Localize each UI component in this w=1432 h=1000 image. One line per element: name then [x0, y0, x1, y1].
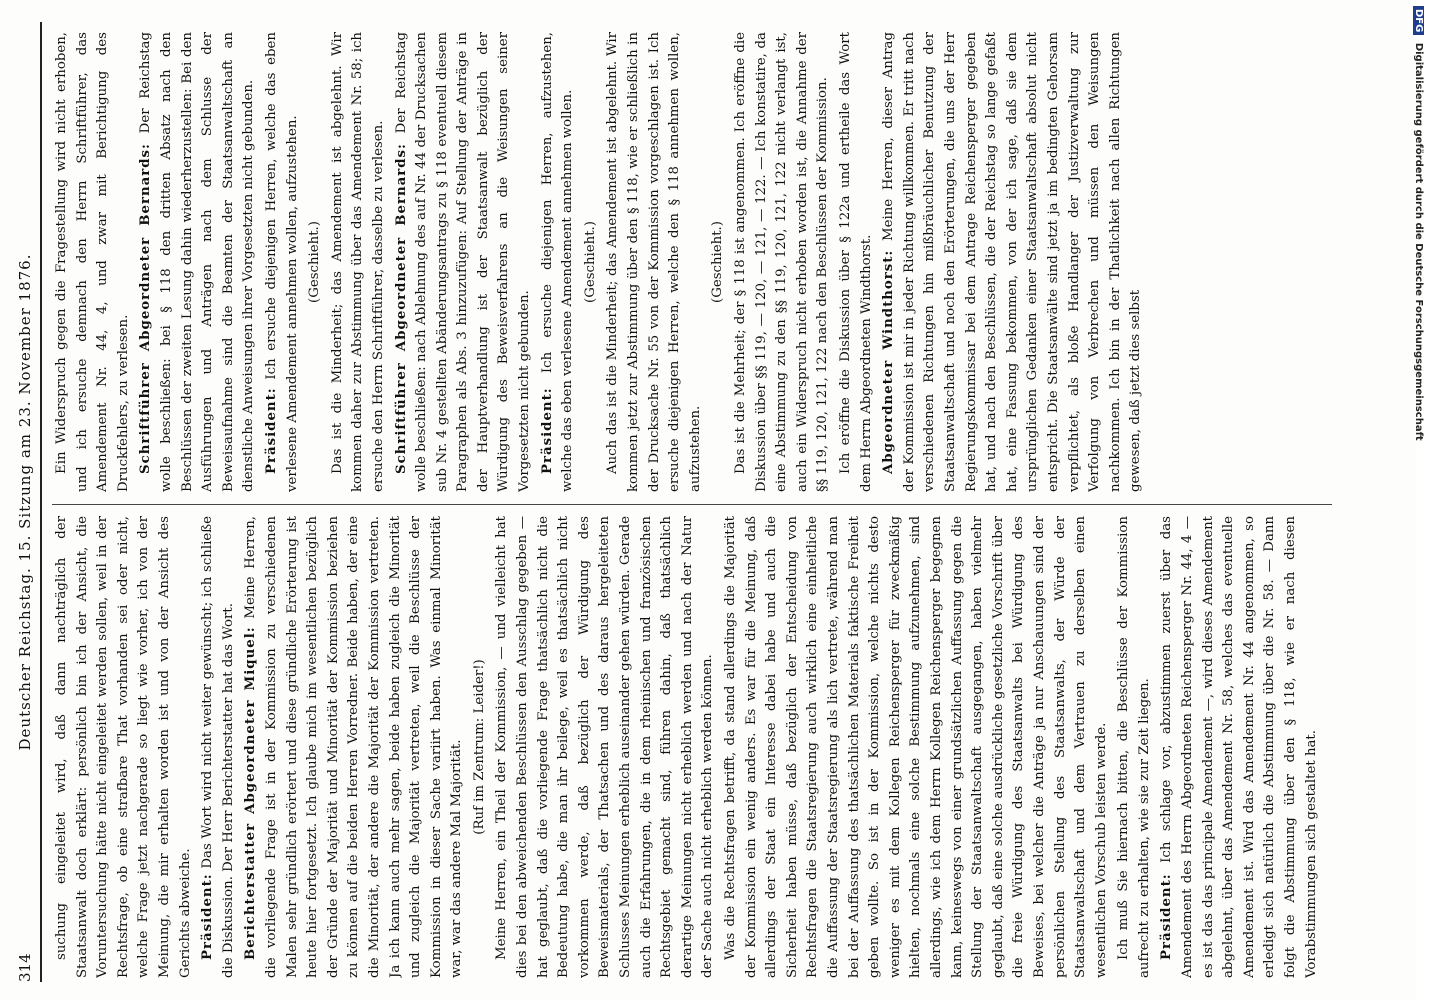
- paragraph: [603, 32, 706, 492]
- paragraph-text: (Ruf im Zentrum: Leider!): [471, 659, 487, 835]
- running-head: [12, 22, 42, 982]
- speaker-name: Schriftführer Abgeordneter Bernards:: [393, 143, 409, 474]
- speech-paragraph: [241, 516, 468, 978]
- interjection: [470, 516, 491, 978]
- paragraph-text: Meine Herren, die vorliegende Frage ist in der Kommission zu verschiedenen Malen sehr gründlich erörtert und diese gründliche Erörterung ist heute hier fortgesetzt. Ich glaube mich im wesentlichen bezüglich der Gründe der Majorität und Minorität der Kommission beziehen zu können auf die beiden Herren Vorredner. Beide haben, der eine die Minorität, der andere die Majorität der Kommission vertreten. Ja ich kann auch mehr sagen, beide haben zugleich die Minorität und zugleich die Majorität vertreten, weil die Beschlüsse der Kommission in dieser Sache variirt haben. Was einmal Minorität war, war das andere Mal Majorität.: [243, 516, 465, 978]
- interjection: [305, 32, 326, 492]
- speech-paragraph: [879, 32, 1147, 492]
- paragraph-text: Auch das ist die Minderheit; das Amendement ist abgelehnt. Wir kommen jetzt zur Abstimmung über den § 118, wie er schließlich in der Drucksache Nr. 55 von der Kommission vorgeschlagen ist. Ich ersuche diejenigen Herren, welche den § 118 annehmen wollen, aufzustehen.: [605, 32, 703, 492]
- paragraph: [1114, 516, 1155, 978]
- paragraph: [52, 32, 134, 492]
- paragraph-text: Ich schlage vor, abzustimmen zuerst über das Amendement des Herrn Abgeordneten Reichensperger Nr. 44, 4 — es ist das das principale Amendement —, wird dieses Amendement abgelehnt, über das Amendement Nr. 58, welches das eventuelle Amendement ist. Wird das Amendement Nr. 44 angenommen, so erledigt sich natürlich die Abstimmung über die Nr. 58. — Dann folgt die Abstimmung über den § 118, wie er nach diesen Vorabstimmungen sich gestaltet hat.: [1159, 516, 1319, 978]
- paragraph: [328, 32, 390, 492]
- paragraph-text: Ich muß Sie hiernach bitten, die Beschlüsse der Kommission aufrecht zu erhalten, wie sie zur Zeit liegen.: [1116, 516, 1152, 978]
- page-number: 314: [16, 953, 34, 982]
- paragraph-text: Ich ersuche diejenigen Herren, welche das eben verlesene Amendement annehmen wollen, aufzustehen.: [263, 32, 300, 492]
- speech-paragraph: [1157, 516, 1322, 978]
- paragraph-text: (Geschieht.): [710, 221, 726, 303]
- paragraph-text: Meine Herren, ein Theil der Kommission, — und vielleicht hat dies bei den abweichenden Beschlüssen den Ausschlag gegeben — hat geglaubt, daß die vorliegende Frage thatsächlich nicht die Bedeutung habe, die man ihr beilege, weil es thatsächlich nicht vorkommen werde, daß bezüglich der Würdigung des Beweismaterials, der Thatsachen und des daraus hergeleiteten Schlusses Meinungen erheblich auseinander gehen würden. Gerade auch die Erfahrungen, die in dem rheinischen und französischen Rechtsgebiet gemacht sind, führen dahin, daß thatsächlich derartige Meinungen nicht erheblich werden und nach der Natur der Sache auch nicht erheblich werden können.: [494, 516, 716, 978]
- speaker-name: Abgeordneter Windthorst:: [881, 249, 897, 474]
- paragraph-text: Der Reichstag wolle beschließen: nach Ablehnung des auf Nr. 44 der Drucksachen sub Nr. 4 gestellten Abänderungsantrags zu § 118 eventuell diesem Paragraphen als Abs. 3 hinzuzufügen: Auf Stellung der Anträge in der Hauptverhandlung ist der Staatsanwalt bezüglich der Würdigung des Beweisverfahrens an die Weisungen seiner Vorgesetzten nicht gebunden.: [393, 32, 533, 492]
- speaker-name: Präsident:: [1159, 873, 1175, 960]
- paragraph-text: Ein Widerspruch gegen die Fragestellung wird nicht erhoben, und ich ersuche demnach den Herrn Schriftführer, das Amendement Nr. 44, 4, und zwar mit Berichtigung des Druckfehlers, zu verlesen.: [54, 32, 131, 492]
- paragraph-text: Meine Herren, dieser Antrag der Kommission ist mir in jeder Richtung willkommen. Er tritt nach verschiedenen Richtungen hin mißbräuchlicher Benutzung der Staatsanwaltschaft und noch den Erörterungen, die uns der Herr Regierungskommissar bei dem Antrage Reichensperger gegeben hat, und nach den Beschlüssen, die der Reichstag so lange gefaßt hat, eine Fassung bekommen, von der ich sage, daß sie dem ursprünglichen Gedanken einer Staatsanwaltschaft absolut nicht entspricht. Die Staatsanwälte sind jetzt ja im bedingten Gehorsam verpflichtet, als bloße Handlanger der Justizverwaltung zur Verfolgung von Verbrechen und müssen den Weisungen nachkommen. Ich bin in der Thatlichkeit nach allen Richtungen gewesen, daß jetzt dies selbst: [881, 32, 1144, 492]
- paragraph-text: (Geschieht.): [582, 221, 598, 303]
- interjection: [708, 32, 729, 492]
- paragraph: [721, 516, 1112, 978]
- digitization-credit: [1413, 6, 1424, 441]
- speech-paragraph: [392, 32, 536, 492]
- paragraph-text: Das Wort wird nicht weiter gewünscht; ich schließe die Diskussion. Der Herr Berichterstatter hat das Wort.: [200, 516, 236, 978]
- paragraph: [731, 32, 834, 492]
- paragraph-text: Das ist die Minderheit; das Amendement ist abgelehnt. Wir kommen daher zur Abstimmung über das Amendement Nr. 58; ich ersuche den Herrn Schriftführer, dasselbe zu verlesen.: [329, 32, 386, 492]
- speech-paragraph: [538, 32, 579, 492]
- left-column: [52, 516, 1332, 978]
- paragraph: [492, 516, 719, 978]
- page-title: Deutscher Reichstag. 15. Sitzung am 23. November 1876.: [16, 253, 34, 751]
- paragraph: [836, 32, 877, 492]
- paragraph-text: suchung eingeleitet wird, daß dann nachträglich der Staatsanwalt doch erklärt: persönlich bin ich der Ansicht, die Voruntersuchung hätte nicht eingeleitet werden sollen, weil in der Rechtsfrage, ob eine strafbare That vorhanden sei oder nicht, welche Frage jetzt nachgerade so liegt wie vorher, ich von der Meinung, die mir erhalten worden ist und von der Ansicht des Gerichts abweiche.: [54, 516, 193, 978]
- paragraph-text: Was die Rechtsfragen betrifft, da stand allerdings die Majorität der Kommission ein wenig anders. Es war für die Meinung, daß allerdings der Staat ein Interesse dabei habe und auch die Sicherheit haben müsse, daß bezüglich der Entscheidung von Rechtsfragen die Staatsregierung auch wirklich eine einheitliche die Auffassung der Staatsregierung als lich vertrete, während man bei der Auffassung des thatsächlichen Materials faktische Freiheit geben wollte. So ist in der Kommission, welche nichts desto weniger es mit dem Kollegen Reichensperger für zweckmäßig hielten, nochmals eine solche Bestimmung aufzunehmen, sind allerdings, wie ich dem Herrn Kollegen Reichensperger begegnen kann, keineswegs von einer grundsätzlichen Auffassung gegen die Stellung der Staatsanwaltschaft ausgegangen, haben vielmehr geglaubt, daß eine solche ausdrückliche gesetzliche Vorschrift über die freie Würdigung des Staatsanwalts bei Würdigung des Beweises, bei welcher die Anträge ja nur Anschauungen sind der persönlichen Stellung des Staatsanwalts, der Würde der Staatsanwaltschaft und dem Vertrauen zu derselben einen wesentlichen Vorschub leisten werde.: [723, 516, 1109, 978]
- speaker-name: Präsident:: [263, 387, 279, 474]
- speaker-name: Präsident:: [539, 387, 555, 474]
- dfg-logo: DFG: [1413, 6, 1424, 35]
- credit-text: Digitalisierung gefördert durch die Deutsche Forschungsgemeinschaft: [1413, 42, 1424, 441]
- speech-paragraph: [262, 32, 303, 492]
- speech-paragraph: [198, 516, 239, 978]
- speech-paragraph: [136, 32, 260, 492]
- paragraph-text: Der Reichstag wolle beschließen: bei § 118 den dritten Absatz nach den Beschlüssen der zweiten Lesung dahin wiederherzustellen: Bei den Ausführungen und Anträgen nach dem Schlusse der Beweisaufnahme sind die Beamten der Staatsanwaltschaft an dienstliche Anweisungen ihrer Vorgesetzten nicht gebunden.: [138, 32, 257, 492]
- speaker-name: Schriftführer Abgeordneter Bernards:: [138, 143, 154, 474]
- paragraph: [52, 516, 196, 978]
- paragraph-text: Das ist die Mehrheit; der § 118 ist angenommen. Ich eröffne die Diskussion über §§ 119, — 120, — 121, — 122. — Ich konstatire, da eine Abstimmung zu den §§ 119, 120, 121, 122 nicht verlangt ist, auch ein Widerspruch nicht erhoben worden ist, die Annahme der §§ 119, 120, 121, 122 nach den Beschlüssen der Kommission.: [733, 32, 831, 492]
- speaker-name: Präsident:: [200, 873, 216, 960]
- interjection: [581, 32, 602, 492]
- speaker-name: Berichterstatter Abgeordneter Miquel:: [243, 626, 259, 960]
- paragraph-text: Ich eröffne die Diskussion über § 122a und ertheile das Wort dem Herrn Abgeordneten Windthorst.: [837, 32, 874, 492]
- column-divider: [52, 504, 1332, 505]
- paragraph-text: (Geschieht.): [307, 221, 323, 303]
- right-column: [52, 32, 1332, 492]
- paragraph-text: Ich ersuche diejenigen Herren, aufzustehen, welche das eben verlesene Amendement annehmen wollen.: [539, 32, 576, 492]
